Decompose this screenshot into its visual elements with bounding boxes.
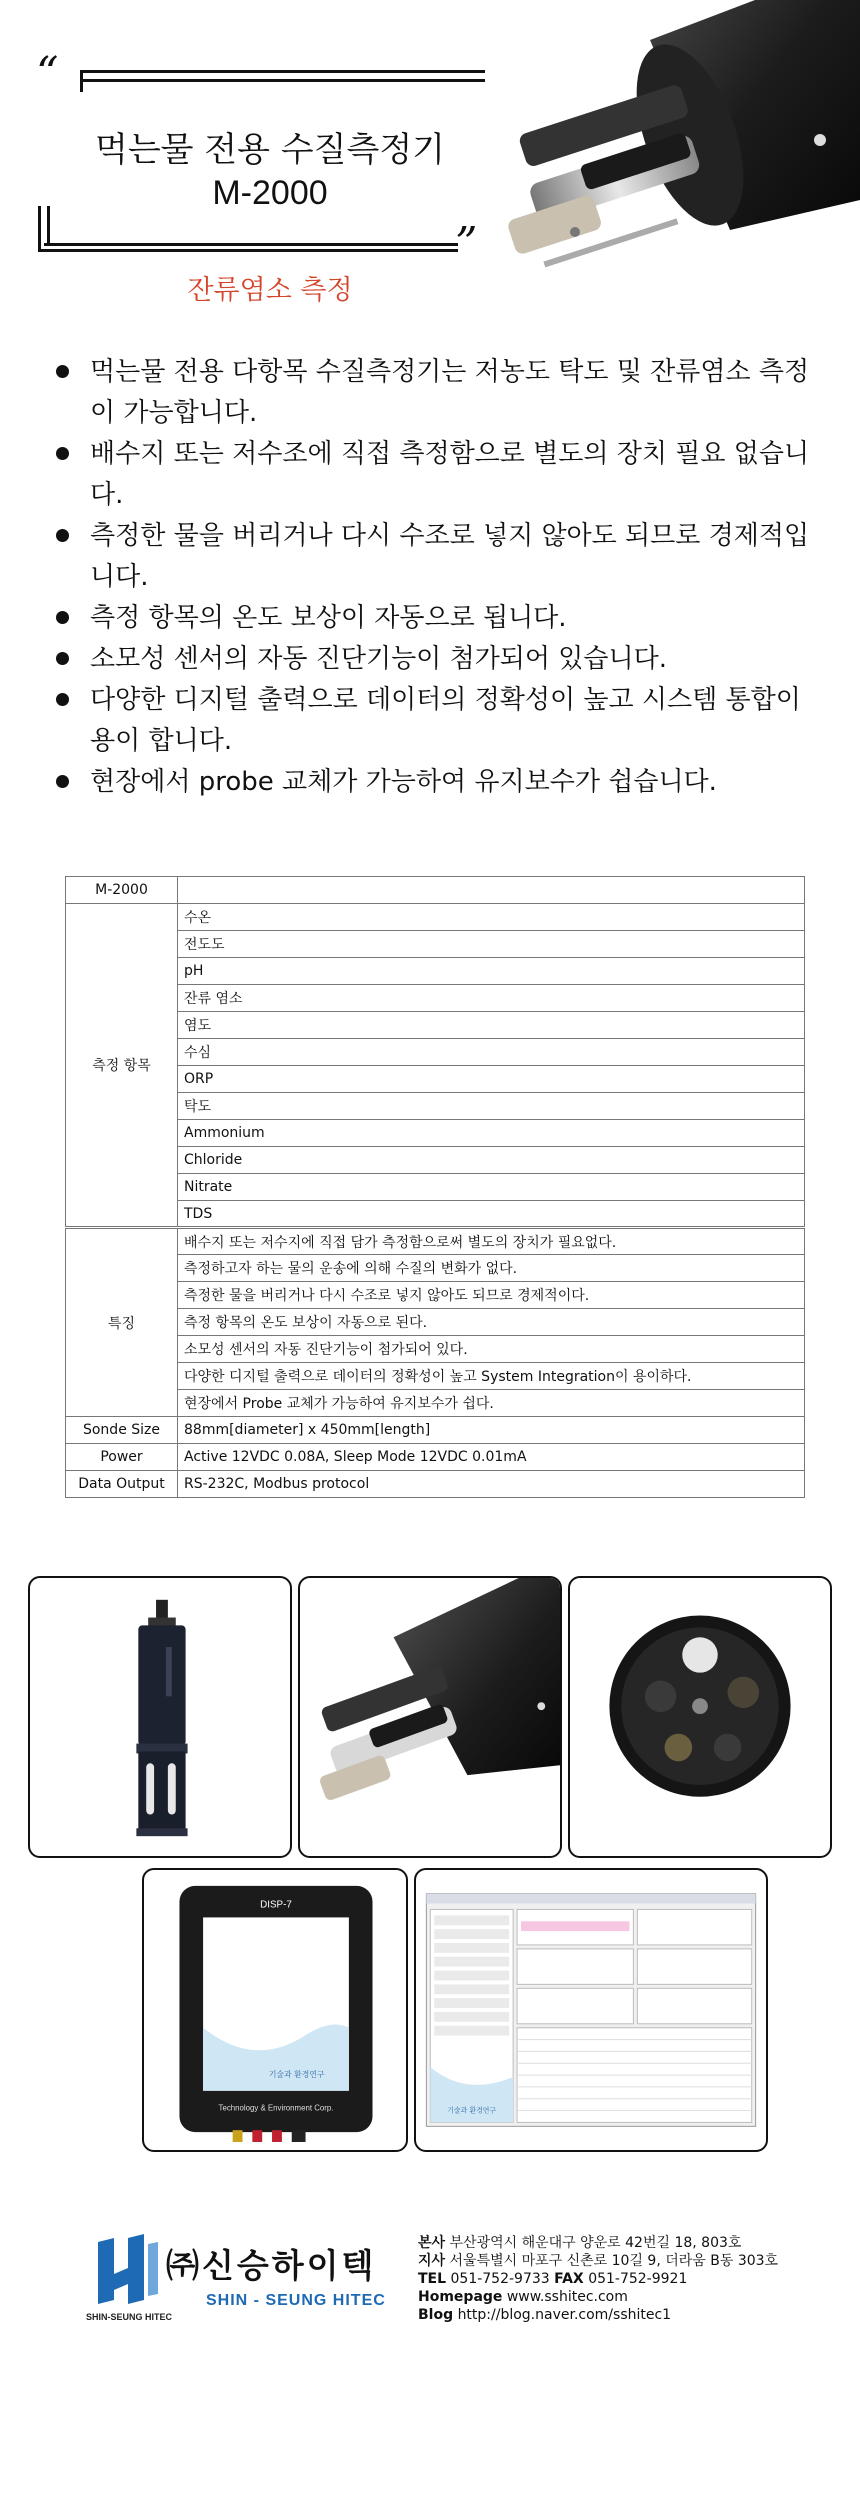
table-row (66, 877, 805, 904)
table-row (66, 1444, 805, 1471)
blog: Blog http://blog.naver.com/sshitec1 (418, 2307, 672, 2323)
homepage: Homepage www.sshitec.com (418, 2289, 628, 2305)
blog-link[interactable]: http://blog.naver.com/sshitec1 (457, 2307, 672, 2323)
model-label-cell: M-2000 (66, 877, 178, 904)
software-screenshot-image (416, 1870, 766, 2150)
title-frame-bottom-line (44, 243, 458, 246)
table-cell (178, 877, 805, 904)
photo-display-unit (142, 1868, 408, 2152)
output-label-cell: Data Output (66, 1471, 178, 1498)
list-item: 다양한 디지털 출력으로 데이터의 정확성이 높고 시스템 통합이 용이 합니다. (50, 680, 830, 762)
title-frame-top (80, 70, 485, 92)
table-cell: RS-232C, Modbus protocol (178, 1471, 805, 1498)
table-cell: ORP (178, 1066, 805, 1093)
table-cell: 다양한 디지털 출력으로 데이터의 정확성이 높고 System Integration이 용이하다. (178, 1363, 805, 1390)
full-probe-image (30, 1578, 290, 1856)
close-quote-icon: ” (455, 218, 478, 269)
photo-full-probe (28, 1576, 292, 1858)
brand-name-english: SHIN - SEUNG HITEC (206, 2292, 386, 2309)
table-cell: Ammonium (178, 1120, 805, 1147)
table-cell: 수온 (178, 904, 805, 931)
homepage-link[interactable]: www.sshitec.com (506, 2289, 628, 2305)
list-item: 현장에서 probe 교체가 가능하여 유지보수가 쉽습니다. (50, 762, 830, 803)
table-cell: Chloride (178, 1147, 805, 1174)
display-footer-text: Technology & Environment Corp. (218, 2103, 334, 2113)
list-item: 배수지 또는 저수조에 직접 측정함으로 별도의 장치 필요 없습니다. (50, 434, 830, 516)
table-cell: 측정한 물을 버리거나 다시 수조로 넣지 않아도 되므로 경제적이다. (178, 1282, 805, 1309)
open-quote-icon: “ (36, 48, 59, 99)
company-logo-icon (92, 2234, 162, 2304)
table-cell: 측정하고자 하는 물의 운송에 의해 수질의 변화가 없다. (178, 1255, 805, 1282)
table-cell: 배수지 또는 저수지에 직접 담가 측정함으로써 별도의 장치가 필요없다. (178, 1228, 805, 1255)
table-cell: 소모성 센서의 자동 진단기능이 첨가되어 있다. (178, 1336, 805, 1363)
table-cell: 염도 (178, 1012, 805, 1039)
feature-list (50, 352, 830, 803)
page-subtitle: 잔류염소 측정 (187, 275, 353, 306)
software-logo-text: 기술과 환경연구 (447, 2106, 497, 2115)
photo-probe-bottom (568, 1576, 832, 1858)
probe-closeup-image (480, 0, 860, 300)
display-brand: DISP-7 (260, 1899, 292, 1911)
table-cell: 수심 (178, 1039, 805, 1066)
footer (0, 2220, 860, 2340)
table-cell: Active 12VDC 0.08A, Sleep Mode 12VDC 0.01mA (178, 1444, 805, 1471)
page-title: 먹는물 전용 수질측정기 (94, 130, 446, 170)
photo-software-screen (414, 1868, 768, 2152)
list-item: 측정한 물을 버리거나 다시 수조로 넣지 않아도 되므로 경제적입니다. (50, 516, 830, 598)
sonde-label-cell: Sonde Size (66, 1417, 178, 1444)
table-row (66, 904, 805, 931)
hq-address: 본사 부산광역시 해운대구 양운로 42번길 18, 803호 (418, 2235, 742, 2251)
display-screen-text: 기술과 환경연구 (268, 2069, 325, 2079)
table-cell: 현장에서 Probe 교체가 가능하여 유지보수가 쉽다. (178, 1390, 805, 1417)
table-cell: TDS (178, 1201, 805, 1228)
table-cell: 88mm[diameter] x 450mm[length] (178, 1417, 805, 1444)
table-row (66, 1471, 805, 1498)
header (0, 0, 860, 320)
list-item: 측정 항목의 온도 보상이 자동으로 됩니다. (50, 598, 830, 639)
power-label-cell: Power (66, 1444, 178, 1471)
probe-bottom-view-image (570, 1578, 830, 1856)
table-row (66, 1417, 805, 1444)
table-cell: 측정 항목의 온도 보상이 자동으로 된다. (178, 1309, 805, 1336)
table-cell: Nitrate (178, 1174, 805, 1201)
table-cell: 탁도 (178, 1093, 805, 1120)
list-item: 소모성 센서의 자동 진단기능이 첨가되어 있습니다. (50, 639, 830, 680)
display-unit-image (144, 1870, 406, 2150)
spec-table (65, 876, 805, 1498)
table-cell: 전도도 (178, 931, 805, 958)
probe-closeup-small-image (300, 1578, 560, 1856)
table-row (66, 1228, 805, 1255)
list-item: 먹는물 전용 다항목 수질측정기는 저농도 탁도 및 잔류염소 측정이 가능합니다. (50, 352, 830, 434)
contact-info (418, 2234, 778, 2324)
brand-name-korean: ㈜신승하이텍 (166, 2246, 377, 2285)
phone-fax: TEL 051-752-9733 FAX 051-752-9921 (418, 2271, 688, 2287)
table-cell: pH (178, 958, 805, 985)
photo-probe-closeup (298, 1576, 562, 1858)
model-name: M-2000 (212, 174, 328, 212)
measure-label-cell: 측정 항목 (66, 904, 178, 1228)
table-cell: 잔류 염소 (178, 985, 805, 1012)
feature-label-cell: 특징 (66, 1228, 178, 1417)
branch-address: 지사 서울특별시 마포구 신촌로 10길 9, 더라움 B동 303호 (418, 2253, 779, 2269)
logo-caption: SHIN-SEUNG HITEC (86, 2312, 173, 2322)
